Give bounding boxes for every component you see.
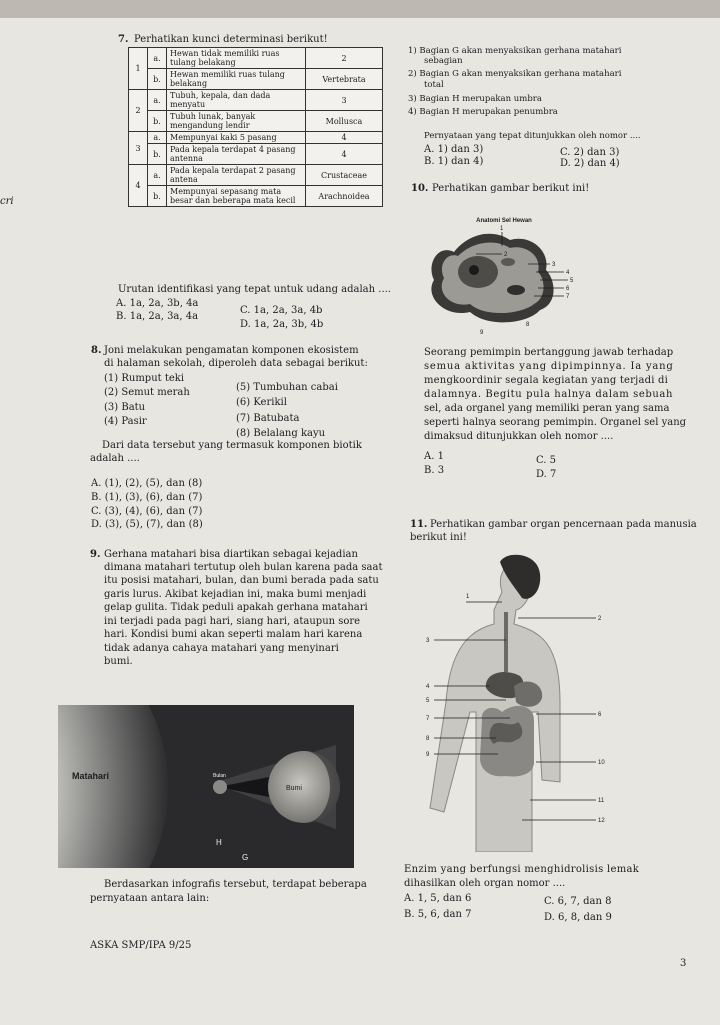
digestive-system-figure (410, 552, 630, 852)
q8-question-line1: Dari data tersebut yang termasuk komponen biotik (102, 440, 362, 451)
q10-line: Seorang pemimpin bertanggung jawab terhadap (424, 347, 674, 358)
page-top-edge (0, 0, 720, 18)
q8-option-a[interactable]: A. (1), (2), (5), dan (8) (91, 478, 203, 489)
q10-line: sel, ada organel yang memiliki peran yang sama (424, 403, 670, 414)
footer-code: ASKA SMP/IPA 9/25 (90, 940, 192, 951)
q8-option-b[interactable]: B. (1), (3), (6), dan (7) (91, 492, 203, 503)
q8-line2: di halaman sekolah, diperoleh data sebagai berikut: (104, 358, 368, 369)
organ-label-3: 3 (426, 638, 430, 644)
q8-question-line2: adalah .... (90, 453, 140, 464)
q9-statement: sebagian (424, 56, 463, 66)
q11-title-line2: berikut ini! (410, 532, 467, 543)
q11-question-line1: Enzim yang berfungsi menghidrolisis lemak (404, 864, 640, 875)
cell-label-3: 3 (552, 262, 556, 268)
q9-after-line1: Berdasarkan infografis tersebut, terdapat beberapa (104, 879, 367, 890)
organ-label-2: 2 (598, 616, 602, 622)
body-outline (430, 563, 560, 852)
q7-question: Urutan identifikasi yang tepat untuk udang adalah .... (118, 284, 391, 295)
organ-label-1: 1 (466, 594, 470, 600)
q10-option-a[interactable]: A. 1 (424, 451, 444, 462)
nucleolus (469, 265, 479, 275)
moon-shape (213, 780, 227, 794)
q10-line: semua aktivitas yang dipimpinnya. Ia yang (424, 361, 674, 372)
q10-option-b[interactable]: B. 3 (424, 465, 445, 476)
q9-ask: Pernyataan yang tepat ditunjukkan oleh nomor .... (424, 131, 641, 141)
vesicle (501, 258, 515, 266)
table-row: b. Pada kepala terdapat 4 pasang antenna 4 (129, 144, 383, 165)
q11-option-b[interactable]: B. 5, 6, dan 7 (404, 909, 472, 920)
q11-title-line1: Perhatikan gambar organ pencernaan pada manusia (430, 519, 697, 530)
q9-statement: 4) Bagian H merupakan penumbra (408, 107, 558, 117)
eclipse-infographic (58, 705, 354, 868)
table-row: b. Mempunyai sepasang mata besar dan beberapa mata kecil Arachnoidea (129, 186, 383, 207)
organ-label-6: 6 (598, 712, 602, 718)
q9-line: Gerhana matahari bisa diartikan sebagai kejadian (104, 549, 358, 560)
q8-item-4: (4) Pasir (104, 416, 147, 427)
cell-label-1: 1 (500, 226, 504, 232)
organ-label-10: 10 (598, 760, 605, 766)
q10-title: Perhatikan gambar berikut ini! (432, 183, 590, 194)
q7-title: Perhatikan kunci determinasi berikut! (134, 34, 328, 45)
q8-option-d[interactable]: D. (3), (5), (7), dan (8) (91, 519, 203, 530)
table-row: 2 a. Tubuh, kepala, dan dada menyatu 3 (129, 90, 383, 111)
sun-shape (58, 705, 168, 868)
q8-item-8: (8) Belalang kayu (236, 428, 326, 439)
q7-option-c[interactable]: C. 1a, 2a, 3a, 4b (240, 305, 323, 316)
q9-line: gelap gulita. Tidak peduli apakah gerhana matahari (104, 602, 368, 613)
q9-option-b[interactable]: B. 1) dan 4) (424, 156, 484, 167)
cell-label-9: 9 (480, 330, 484, 336)
q11-question-line2: dihasilkan oleh organ nomor .... (404, 878, 566, 889)
q10-line: mengkoordinir segala kegiatan yang terjadi di (424, 375, 668, 386)
q7-number: 7. (118, 34, 129, 45)
q8-line1: Joni melakukan pengamatan komponen ekosistem (104, 345, 359, 356)
organ-label-7: 7 (426, 716, 430, 722)
cell-figure-title: Anatomi Sel Hewan (476, 218, 532, 224)
cell-label-4: 4 (566, 270, 570, 276)
determination-key-table (128, 47, 383, 207)
q9-line: tidak adanya cahaya matahari yang menyinari (104, 643, 339, 654)
side-mark: cri (0, 196, 14, 207)
q9-line: itu posisi matahari, bulan, dan bumi berada pada satu (104, 575, 379, 586)
q9-option-a[interactable]: A. 1) dan 3) (424, 144, 484, 155)
q9-statement: 1) Bagian G akan menyaksikan gerhana matahari (408, 46, 622, 56)
q9-line: ini terjadi pada pagi hari, siang hari, ataupun sore (104, 616, 361, 627)
q9-option-c[interactable]: C. 2) dan 3) (560, 147, 620, 158)
q9-after-line2: pernyataan antara lain: (90, 893, 210, 904)
cell-label-7: 7 (566, 294, 570, 300)
cell-label-5: 5 (570, 278, 574, 284)
q9-statement: total (424, 80, 444, 90)
organ-label-12: 12 (598, 818, 605, 824)
q10-number: 10. (411, 183, 429, 194)
q8-option-c[interactable]: C. (3), (4), (6), dan (7) (91, 506, 203, 517)
table-row: 1 a. Hewan tidak memiliki ruas tulang belakang 2 (129, 48, 383, 69)
q9-statement: 3) Bagian H merupakan umbra (408, 94, 542, 104)
earth-label: Bumi (286, 785, 302, 792)
q9-line: hari. Kondisi bumi akan seperti malam hari karena (104, 629, 363, 640)
q7-option-a[interactable]: A. 1a, 2a, 3b, 4a (116, 298, 199, 309)
mitochondria (507, 285, 525, 295)
q8-item-6: (6) Kerikil (236, 397, 287, 408)
table-row: 3 a. Mempunyai kaki 5 pasang 4 (129, 132, 383, 144)
table-row: b. Hewan memiliki ruas tulang belakang Vertebrata (129, 69, 383, 90)
q7-option-b[interactable]: B. 1a, 2a, 3a, 4a (116, 311, 199, 322)
q10-line: seperti halnya seorang pemimpin. Organel sel yang (424, 417, 687, 428)
q8-number: 8. (91, 345, 102, 356)
g-label: G (242, 853, 249, 862)
q8-item-2: (2) Semut merah (104, 387, 190, 398)
q8-item-5: (5) Tumbuhan cabai (236, 382, 338, 393)
cell-label-6: 6 (566, 286, 570, 292)
q8-item-3: (3) Batu (104, 402, 146, 413)
h-label: H (216, 838, 222, 847)
organ-label-4: 4 (426, 684, 430, 690)
organ-label-8: 8 (426, 736, 430, 742)
cell-label-8: 8 (526, 322, 530, 328)
cell-label-2: 2 (504, 252, 508, 258)
q8-item-7: (7) Batubata (236, 413, 300, 424)
q11-number: 11. (410, 519, 428, 530)
q10-line: dalamnya. Begitu pula halnya dalam sebuah (424, 389, 674, 400)
q11-option-a[interactable]: A. 1, 5, dan 6 (404, 893, 472, 904)
q9-statement: 2) Bagian G akan menyaksikan gerhana matahari (408, 69, 622, 79)
q11-option-d[interactable]: D. 6, 8, dan 9 (544, 912, 612, 923)
moon-label: Bulan (213, 773, 226, 779)
q7-option-d[interactable]: D. 1a, 2a, 3b, 4b (240, 319, 324, 330)
page-number: 3 (680, 958, 687, 969)
q9-line: bumi. (104, 656, 133, 667)
organ-label-5: 5 (426, 698, 430, 704)
organ-label-9: 9 (426, 752, 430, 758)
q9-number: 9. (90, 549, 101, 560)
q10-line: dimaksud ditunjukkan oleh nomor .... (424, 431, 614, 442)
organ-label-11: 11 (598, 798, 605, 804)
q10-option-d[interactable]: D. 7 (536, 469, 557, 480)
q9-option-d[interactable]: D. 2) dan 4) (560, 158, 620, 169)
sun-label: Matahari (72, 771, 110, 781)
q8-item-1: (1) Rumput teki (104, 373, 185, 384)
table-row: 4 a. Pada kepala terdapat 2 pasang antena Crustaceae (129, 165, 383, 186)
animal-cell-figure (418, 208, 596, 338)
q11-option-c[interactable]: C. 6, 7, dan 8 (544, 896, 612, 907)
q9-line: dimana matahari tertutup oleh bulan karena pada saat (104, 562, 383, 573)
q9-line: garis lurus. Akibat kejadian ini, maka bumi menjadi (104, 589, 367, 600)
table-row: b. Tubuh lunak, banyak mengandung lendir Mollusca (129, 111, 383, 132)
q10-option-c[interactable]: C. 5 (536, 455, 557, 466)
